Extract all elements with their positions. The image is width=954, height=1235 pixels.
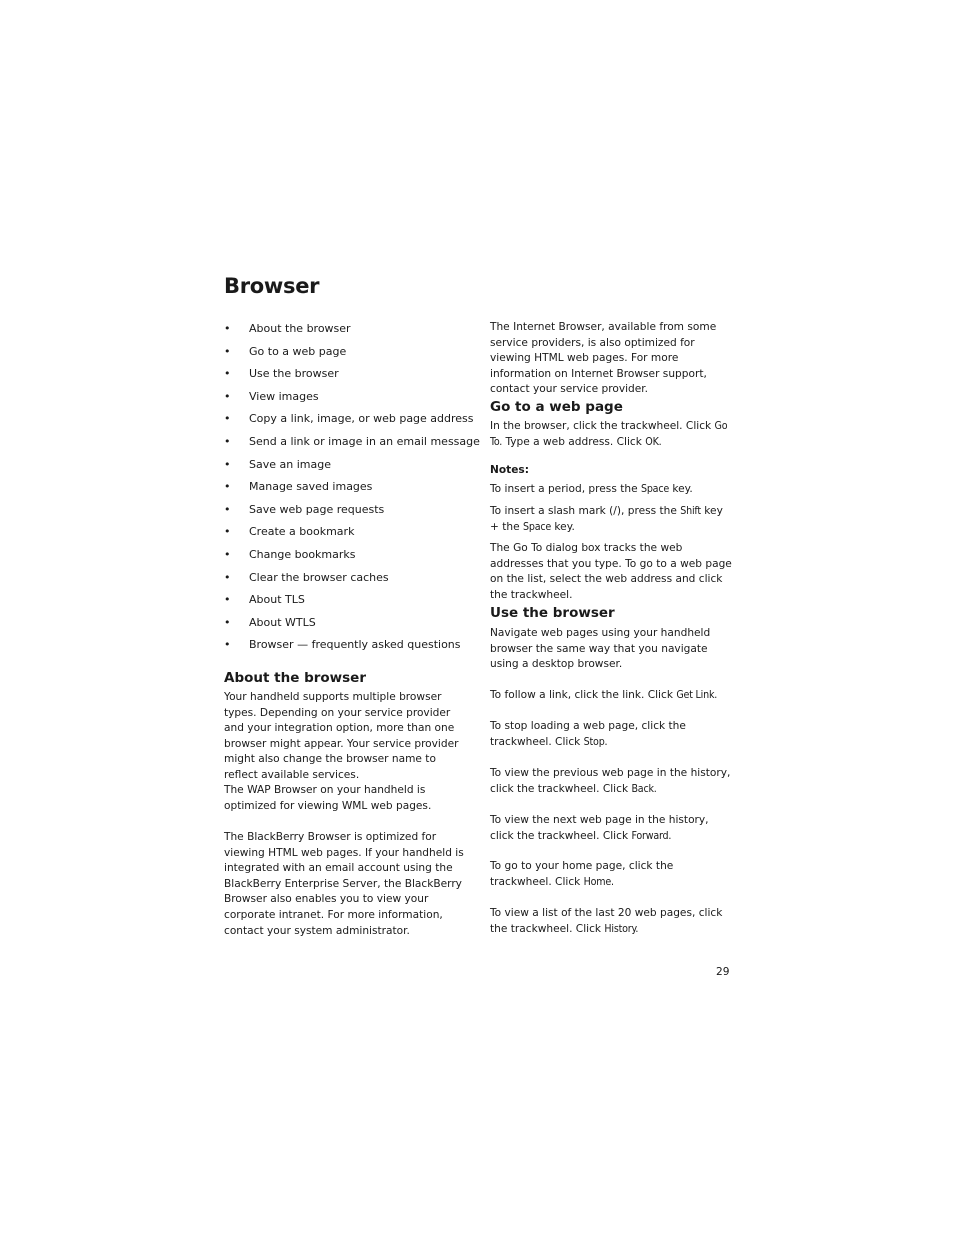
about-heading: About the browser [224,670,366,686]
list-item [224,614,480,637]
note-2: To insert a slash mark (/), press the Shift key + the Space key. [490,505,723,533]
list-item [224,388,480,411]
ui-term: Shift [680,505,701,517]
goto-heading: Go to a web page [490,399,623,415]
list-item-label: Manage saved images [249,480,373,494]
list-item [224,636,480,659]
about-paragraph-2: The WAP Browser on your handheld is optimized for viewing WML web pages. [224,784,432,812]
bullet-icon: • [224,570,231,584]
bullet-icon: • [224,457,231,471]
ui-term: Stop. [583,735,608,748]
list-item [224,523,480,546]
bullet-icon: • [224,615,231,629]
bullet-icon: • [224,322,231,335]
use-step-history: To view a list of the last 20 web pages, click the trackwheel. Click History. [490,907,723,935]
note-1: To insert a period, press the Space key. [490,483,693,495]
ui-term: Space [640,483,670,495]
topic-list [224,320,480,659]
goto-paragraph-2: The Go To dialog box tracks the web addresses that you type. To go to a web page on the list, select the web address and click the trackwheel. [490,542,732,601]
bullet-icon: • [224,367,231,381]
list-item-label: Use the browser [249,367,339,381]
ui-term: Home. [583,875,614,888]
notes-label: Notes: [490,464,529,476]
list-item-label: Change bookmarks [249,547,356,561]
use-step-home: To go to your home page, click the trackwheel. Click Home. [490,860,674,888]
page-number: 29 [716,966,730,978]
ui-term: Get Link. [676,689,718,701]
page-title: Browser [224,274,320,298]
ui-term: History. [604,922,639,935]
ui-term: Forward. [631,829,672,842]
list-item-label: View images [249,389,319,403]
list-item [224,569,480,592]
list-item [224,501,480,524]
use-step-get-link: To follow a link, click the link. Click Get Link. [490,689,718,701]
bullet-icon: • [224,389,231,403]
list-item [224,343,480,366]
ui-term: Space [523,520,552,533]
bullet-icon: • [224,547,231,561]
list-item [224,591,480,614]
bullet-icon: • [224,525,231,539]
ui-term: OK. [645,435,662,448]
goto-paragraph-1: In the browser, click the trackwheel. Click Go To. Type a web address. Click OK. [490,420,728,448]
list-item-label: About TLS [249,593,305,607]
bullet-icon: • [224,480,231,494]
use-step-stop: To stop loading a web page, click the trackwheel. Click Stop. [490,720,686,748]
use-paragraph-1: Navigate web pages using your handheld browser the same way that you navigate using a desktop browser. [490,627,711,671]
bullet-icon: • [224,434,231,448]
bullet-icon: • [224,502,231,516]
bullet-icon: • [224,412,231,426]
internet-browser-paragraph: The Internet Browser, available from some service providers, is also optimized for viewing HTML web pages. For more information on Internet Browser support, contact your service provider. [490,321,717,396]
use-step-back: To view the previous web page in the history, click the trackwheel. Click Back. [490,767,731,795]
use-heading: Use the browser [490,605,615,621]
bullet-icon: • [224,638,231,652]
list-item [224,478,480,501]
use-step-forward: To view the next web page in the history, click the trackwheel. Click Forward. [490,814,709,842]
list-item-label: Browser — frequently asked questions [249,638,461,652]
about-paragraph-1: Your handheld supports multiple browser types. Depending on your service provider and your integration option, more than one browser might appear. Your service provider might also change the browser name to reflect available services. [224,691,459,781]
list-item-label: Go to a web page [249,344,347,358]
list-item-label: Copy a link, image, or web page address [249,412,474,426]
list-item-label: Create a bookmark [249,525,355,539]
list-item-label: Send a link or image in an email message [249,434,480,448]
list-item [224,365,480,388]
list-item-label: About WTLS [249,615,316,629]
list-item-label: Save an image [249,457,331,471]
ui-term: Back. [631,782,657,795]
list-item [224,410,480,433]
list-item [224,320,480,343]
list-item-label: Save web page requests [249,502,385,516]
list-item-label: About the browser [249,322,351,335]
list-item [224,456,480,479]
list-item [224,546,480,569]
list-item [224,433,480,456]
list-item-label: Clear the browser caches [249,570,389,584]
about-paragraph-3: The BlackBerry Browser is optimized for viewing HTML web pages. If your handheld is integrated with an email account using the BlackBerry Enterprise Server, the BlackBerry Browser also enables you to view your corporate intranet. For more information, contact your system administrator. [224,831,464,937]
bullet-icon: • [224,593,231,607]
bullet-icon: • [224,344,231,358]
ui-term: Go To. [490,420,728,448]
